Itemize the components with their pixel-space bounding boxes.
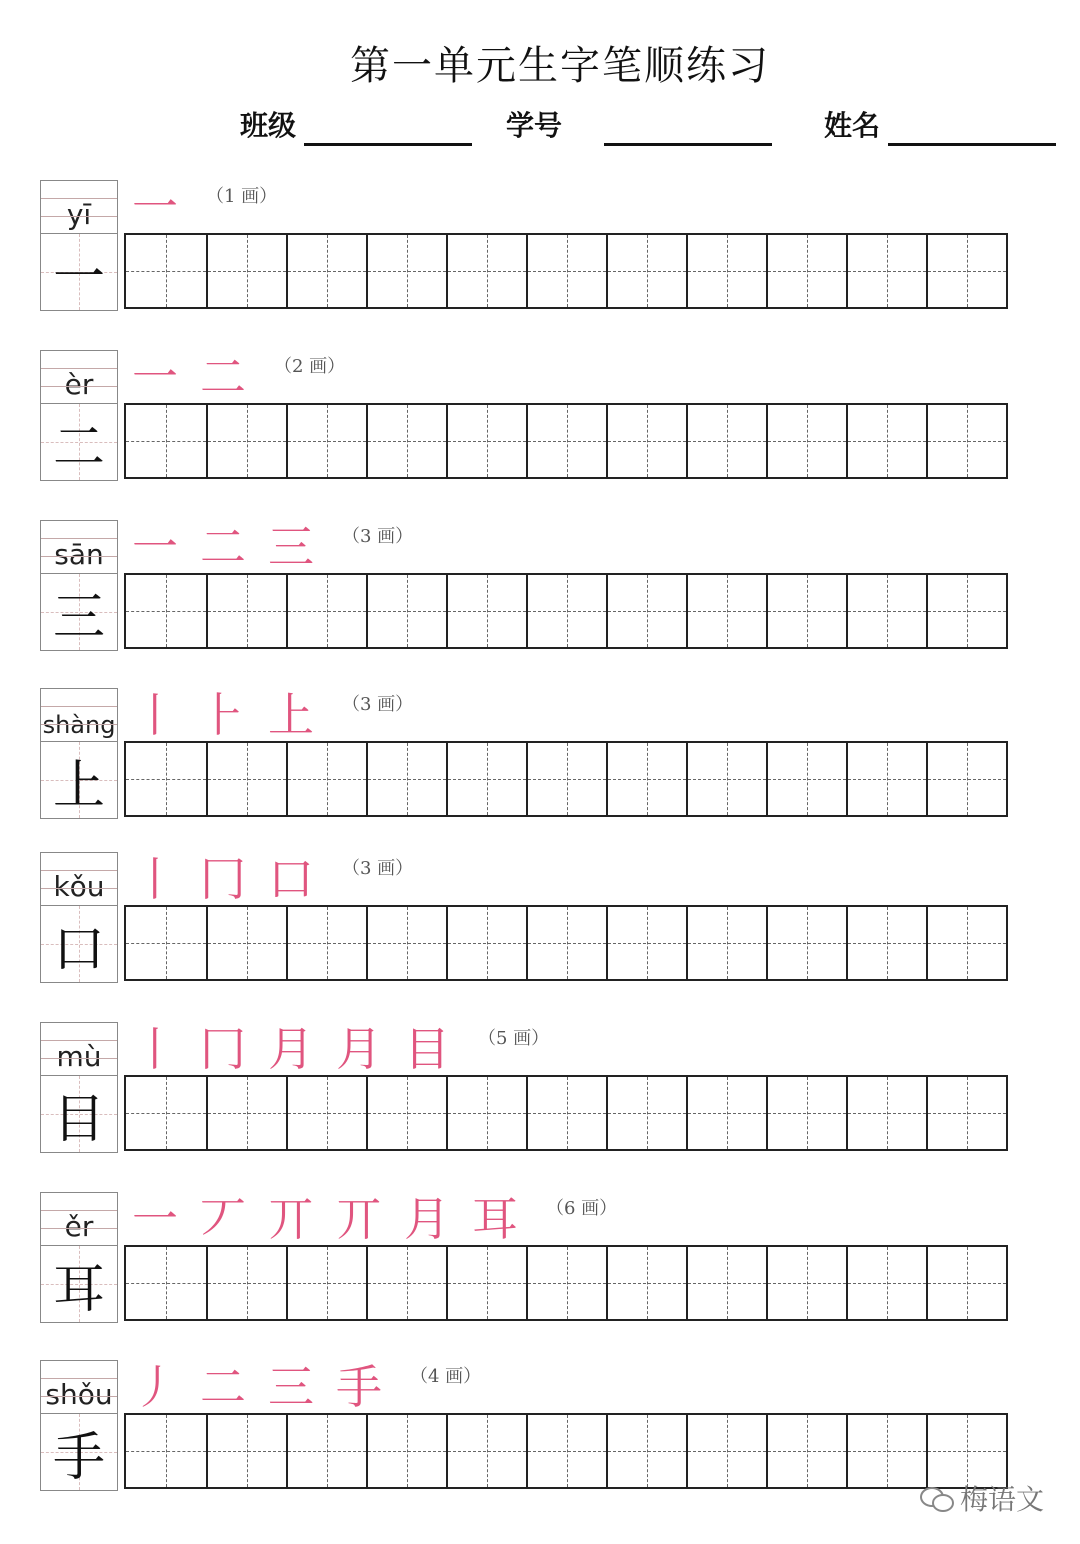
stroke-step: 二 <box>200 520 246 574</box>
practice-cell[interactable] <box>286 575 366 647</box>
practice-cell[interactable] <box>686 235 766 307</box>
practice-cell[interactable] <box>446 575 526 647</box>
practice-cell[interactable] <box>526 405 606 477</box>
character-entry <box>0 688 1080 828</box>
practice-cell[interactable] <box>846 405 926 477</box>
model-character: 三 <box>52 587 105 648</box>
stroke-step: 目 <box>404 1022 450 1076</box>
model-character-box <box>40 741 118 819</box>
practice-cell[interactable] <box>926 235 1006 307</box>
model-character-box <box>40 1413 118 1491</box>
stroke-count: （4 画） <box>410 1366 482 1387</box>
pinyin-box <box>40 520 118 574</box>
page-title: 第一单元生字笔顺练习 <box>350 43 770 89</box>
practice-cell[interactable] <box>846 235 926 307</box>
practice-grid-row <box>124 1413 1008 1489</box>
stroke-step: 上 <box>268 688 314 742</box>
stroke-step: 丌 <box>268 1192 314 1246</box>
practice-cell[interactable] <box>126 235 206 307</box>
practice-cell[interactable] <box>446 1247 526 1319</box>
stroke-step: 一 <box>132 180 178 234</box>
practice-cell[interactable] <box>526 907 606 979</box>
stroke-order-sequence <box>132 514 414 574</box>
practice-cell[interactable] <box>286 1077 366 1149</box>
practice-cell[interactable] <box>766 907 846 979</box>
pinyin-box <box>40 1192 118 1246</box>
model-character: 手 <box>52 1427 105 1488</box>
practice-cell[interactable] <box>526 1077 606 1149</box>
practice-cell[interactable] <box>446 743 526 815</box>
pinyin-box <box>40 180 118 234</box>
stroke-step: 口 <box>268 852 314 906</box>
practice-cell[interactable] <box>446 405 526 477</box>
pinyin-text: kǒu <box>53 870 105 903</box>
practice-cell[interactable] <box>206 1247 286 1319</box>
practice-cell[interactable] <box>366 575 446 647</box>
practice-cell[interactable] <box>366 1247 446 1319</box>
stroke-step: 一 <box>132 520 178 574</box>
practice-cell[interactable] <box>446 1077 526 1149</box>
practice-cell[interactable] <box>606 1415 686 1487</box>
pinyin-text: mù <box>56 1040 102 1073</box>
practice-cell[interactable] <box>286 1415 366 1487</box>
practice-cell[interactable] <box>286 743 366 815</box>
practice-cell[interactable] <box>126 907 206 979</box>
practice-cell[interactable] <box>126 1415 206 1487</box>
practice-cell[interactable] <box>846 1077 926 1149</box>
pinyin-text: shàng <box>42 711 116 739</box>
student-number-blank-line[interactable] <box>604 143 772 146</box>
practice-cell[interactable] <box>846 907 926 979</box>
student-number-field[interactable] <box>506 108 776 148</box>
stroke-step: ⺊ <box>200 688 246 742</box>
practice-cell[interactable] <box>206 575 286 647</box>
practice-cell[interactable] <box>686 743 766 815</box>
stroke-count: （2 画） <box>274 356 346 377</box>
practice-cell[interactable] <box>366 405 446 477</box>
stroke-step: 冂 <box>200 1022 246 1076</box>
stroke-order-sequence <box>132 1186 618 1246</box>
practice-cell[interactable] <box>686 1247 766 1319</box>
practice-cell[interactable] <box>766 1077 846 1149</box>
stroke-step: 二 <box>200 1360 246 1414</box>
character-entry <box>0 350 1080 490</box>
practice-grid-row <box>124 233 1008 309</box>
stroke-count: （1 画） <box>206 186 278 207</box>
stroke-step: 月 <box>336 1022 382 1076</box>
practice-grid-row <box>124 573 1008 649</box>
practice-cell[interactable] <box>926 405 1006 477</box>
practice-cell[interactable] <box>606 575 686 647</box>
pinyin-text: èr <box>64 368 94 401</box>
model-character: 二 <box>52 417 105 478</box>
stroke-order-sequence <box>132 1016 550 1076</box>
stroke-count: （6 画） <box>546 1198 618 1219</box>
pinyin-text: sān <box>54 538 104 571</box>
practice-cell[interactable] <box>686 405 766 477</box>
practice-cell[interactable] <box>766 575 846 647</box>
stroke-step: 丨 <box>132 1022 178 1076</box>
model-character-box <box>40 403 118 481</box>
practice-cell[interactable] <box>446 907 526 979</box>
practice-cell[interactable] <box>206 743 286 815</box>
watermark <box>920 1478 1044 1518</box>
practice-cell[interactable] <box>686 1077 766 1149</box>
practice-cell[interactable] <box>366 743 446 815</box>
stroke-step: 三 <box>268 520 314 574</box>
model-character-box <box>40 905 118 983</box>
practice-cell[interactable] <box>606 743 686 815</box>
practice-cell[interactable] <box>526 575 606 647</box>
practice-cell[interactable] <box>126 743 206 815</box>
practice-cell[interactable] <box>366 1077 446 1149</box>
practice-cell[interactable] <box>766 1415 846 1487</box>
practice-grid-row <box>124 403 1008 479</box>
stroke-count: （3 画） <box>342 526 414 547</box>
stroke-step: 耳 <box>472 1192 518 1246</box>
stroke-order-sequence <box>132 1354 482 1414</box>
practice-cell[interactable] <box>526 1247 606 1319</box>
practice-cell[interactable] <box>606 1077 686 1149</box>
practice-cell[interactable] <box>126 1247 206 1319</box>
stroke-step: 一 <box>132 350 178 404</box>
practice-cell[interactable] <box>446 235 526 307</box>
practice-cell[interactable] <box>926 1077 1006 1149</box>
stroke-count: （3 画） <box>342 858 414 879</box>
practice-cell[interactable] <box>766 1247 846 1319</box>
pinyin-text: yī <box>66 198 92 231</box>
practice-cell[interactable] <box>606 405 686 477</box>
model-character: 目 <box>52 1089 105 1150</box>
practice-cell[interactable] <box>846 575 926 647</box>
name-blank-line[interactable] <box>888 143 1056 146</box>
practice-cell[interactable] <box>926 1247 1006 1319</box>
character-entry <box>0 1360 1080 1500</box>
practice-cell[interactable] <box>526 1415 606 1487</box>
name-field[interactable] <box>824 108 1060 148</box>
name-label: 姓名 <box>824 109 881 142</box>
practice-cell[interactable] <box>366 1415 446 1487</box>
stroke-step: 二 <box>200 350 246 404</box>
practice-cell[interactable] <box>366 907 446 979</box>
practice-cell[interactable] <box>846 743 926 815</box>
practice-cell[interactable] <box>766 235 846 307</box>
practice-cell[interactable] <box>206 235 286 307</box>
model-character: 上 <box>52 755 105 816</box>
practice-cell[interactable] <box>926 907 1006 979</box>
stroke-step: 手 <box>336 1360 382 1414</box>
student-number-label: 学号 <box>506 109 563 142</box>
practice-cell[interactable] <box>286 235 366 307</box>
practice-cell[interactable] <box>766 743 846 815</box>
pinyin-text: shǒu <box>45 1378 113 1411</box>
stroke-step: 丆 <box>200 1192 246 1246</box>
practice-cell[interactable] <box>126 575 206 647</box>
practice-cell[interactable] <box>206 1077 286 1149</box>
practice-cell[interactable] <box>846 1247 926 1319</box>
stroke-count: （3 画） <box>342 694 414 715</box>
practice-cell[interactable] <box>206 1415 286 1487</box>
character-entry <box>0 520 1080 660</box>
model-character-box <box>40 573 118 651</box>
practice-cell[interactable] <box>446 1415 526 1487</box>
pinyin-box <box>40 688 118 742</box>
pinyin-text: ěr <box>64 1210 94 1243</box>
class-blank-line[interactable] <box>304 143 472 146</box>
practice-cell[interactable] <box>366 235 446 307</box>
class-label: 班级 <box>240 109 297 142</box>
stroke-count: （5 画） <box>478 1028 550 1049</box>
pinyin-box <box>40 1022 118 1076</box>
practice-cell[interactable] <box>526 235 606 307</box>
stroke-step: 月 <box>404 1192 450 1246</box>
practice-cell[interactable] <box>686 907 766 979</box>
stroke-order-sequence <box>132 344 346 404</box>
character-entry <box>0 1022 1080 1162</box>
practice-grid-row <box>124 1075 1008 1151</box>
model-character: 一 <box>52 247 105 308</box>
pinyin-box <box>40 852 118 906</box>
practice-cell[interactable] <box>606 235 686 307</box>
stroke-step: 三 <box>268 1360 314 1414</box>
practice-cell[interactable] <box>926 575 1006 647</box>
stroke-step: 冂 <box>200 852 246 906</box>
stroke-order-sequence <box>132 682 414 742</box>
pinyin-box <box>40 350 118 404</box>
practice-cell[interactable] <box>206 907 286 979</box>
model-character: 耳 <box>52 1259 105 1320</box>
model-character: 口 <box>52 919 105 980</box>
pinyin-box <box>40 1360 118 1414</box>
practice-cell[interactable] <box>286 405 366 477</box>
practice-grid-row <box>124 741 1008 817</box>
stroke-step: 丨 <box>132 688 178 742</box>
practice-grid-row <box>124 905 1008 981</box>
model-character-box <box>40 1075 118 1153</box>
stroke-step: 丌 <box>336 1192 382 1246</box>
practice-grid-row <box>124 1245 1008 1321</box>
stroke-step: 月 <box>268 1022 314 1076</box>
practice-cell[interactable] <box>606 907 686 979</box>
practice-cell[interactable] <box>286 907 366 979</box>
practice-cell[interactable] <box>606 1247 686 1319</box>
stroke-order-sequence <box>132 174 278 234</box>
watermark-text: 梅语文 <box>960 1483 1045 1516</box>
stroke-order-sequence <box>132 846 414 906</box>
model-character-box <box>40 1245 118 1323</box>
character-entry <box>0 1192 1080 1332</box>
practice-cell[interactable] <box>846 1415 926 1487</box>
practice-cell[interactable] <box>686 575 766 647</box>
practice-cell[interactable] <box>526 743 606 815</box>
practice-cell[interactable] <box>286 1247 366 1319</box>
stroke-step: 丨 <box>132 852 178 906</box>
practice-cell[interactable] <box>766 405 846 477</box>
practice-cell[interactable] <box>926 1415 1006 1487</box>
practice-cell[interactable] <box>126 405 206 477</box>
character-entry <box>0 852 1080 992</box>
practice-cell[interactable] <box>206 405 286 477</box>
practice-cell[interactable] <box>126 1077 206 1149</box>
class-field[interactable] <box>240 108 476 148</box>
wechat-icon <box>920 1485 954 1511</box>
practice-cell[interactable] <box>686 1415 766 1487</box>
practice-cell[interactable] <box>926 743 1006 815</box>
stroke-step: 一 <box>132 1192 178 1246</box>
stroke-step: 丿 <box>132 1360 178 1414</box>
model-character-box <box>40 233 118 311</box>
character-entry <box>0 180 1080 320</box>
